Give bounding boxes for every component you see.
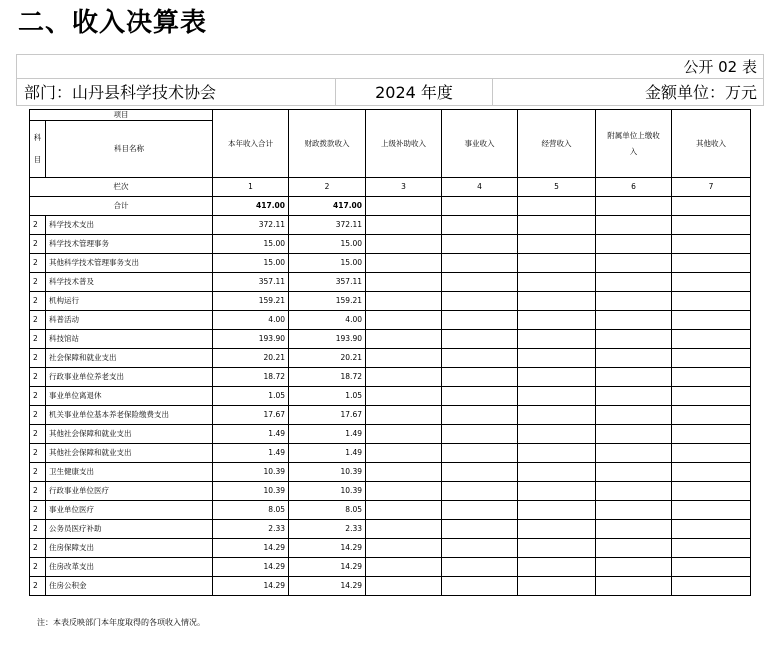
other-cell xyxy=(672,501,751,520)
table-row xyxy=(30,216,751,235)
subject-name-cell: 卫生健康支出 xyxy=(46,463,213,482)
superior-cell xyxy=(366,368,442,387)
subject-name-cell: 其他社会保障和就业支出 xyxy=(46,425,213,444)
attached-cell xyxy=(596,482,672,501)
total-empty xyxy=(366,197,442,216)
business-cell xyxy=(442,425,518,444)
subject-code-cell: 2 xyxy=(30,463,46,482)
total-cell: 17.67 xyxy=(213,406,289,425)
income-table xyxy=(29,109,751,596)
other-cell xyxy=(672,520,751,539)
subject-name-header: 科目名称 xyxy=(46,121,213,178)
unit-label: 金额单位：万元 xyxy=(644,83,757,102)
subject-name-cell: 住房保障支出 xyxy=(46,539,213,558)
total-cell: 8.05 xyxy=(213,501,289,520)
fiscal-cell: 10.39 xyxy=(289,482,366,501)
index-7: 7 xyxy=(672,178,751,197)
fiscal-cell: 4.00 xyxy=(289,311,366,330)
attached-cell xyxy=(596,387,672,406)
table-row xyxy=(30,235,751,254)
subject-name-cell: 科学技术普及 xyxy=(46,273,213,292)
col-header-fiscal: 财政拨款收入 xyxy=(289,110,366,178)
table-row xyxy=(30,558,751,577)
fiscal-cell: 14.29 xyxy=(289,577,366,596)
business-cell xyxy=(442,216,518,235)
operation-cell xyxy=(518,254,596,273)
operation-cell xyxy=(518,425,596,444)
total-empty xyxy=(672,197,751,216)
business-cell xyxy=(442,273,518,292)
subject-code-cell: 2 xyxy=(30,577,46,596)
subject-code-cell: 2 xyxy=(30,311,46,330)
index-5: 5 xyxy=(518,178,596,197)
subject-name-cell: 行政事业单位养老支出 xyxy=(46,368,213,387)
other-cell xyxy=(672,273,751,292)
total-value: 417.00 xyxy=(213,197,289,216)
table-row xyxy=(30,387,751,406)
superior-cell xyxy=(366,482,442,501)
year-label: 2024 年度 xyxy=(335,79,493,106)
total-cell: 4.00 xyxy=(213,311,289,330)
attached-cell xyxy=(596,254,672,273)
form-code: 公开 02 表 xyxy=(17,55,763,79)
superior-cell xyxy=(366,216,442,235)
attached-cell xyxy=(596,235,672,254)
fiscal-cell: 14.29 xyxy=(289,539,366,558)
table-row xyxy=(30,368,751,387)
other-cell xyxy=(672,254,751,273)
attached-cell xyxy=(596,368,672,387)
operation-cell xyxy=(518,216,596,235)
total-row xyxy=(30,197,751,216)
col-header-operation: 经营收入 xyxy=(518,110,596,178)
business-cell xyxy=(442,558,518,577)
other-cell xyxy=(672,235,751,254)
col-header-attached-line1: 附属单位上缴收 xyxy=(607,130,660,140)
index-row xyxy=(30,178,751,197)
superior-cell xyxy=(366,349,442,368)
other-cell xyxy=(672,349,751,368)
attached-cell xyxy=(596,311,672,330)
subject-name-cell: 其他科学技术管理事务支出 xyxy=(46,254,213,273)
total-cell: 15.00 xyxy=(213,235,289,254)
total-cell: 15.00 xyxy=(213,254,289,273)
table-row xyxy=(30,311,751,330)
fiscal-cell: 20.21 xyxy=(289,349,366,368)
subject-code-cell: 2 xyxy=(30,444,46,463)
superior-cell xyxy=(366,406,442,425)
other-cell xyxy=(672,558,751,577)
col-header-other: 其他收入 xyxy=(672,110,751,178)
subject-code-cell: 2 xyxy=(30,330,46,349)
total-label: 合计 xyxy=(30,197,213,216)
superior-cell xyxy=(366,425,442,444)
subject-code-cell: 2 xyxy=(30,292,46,311)
operation-cell xyxy=(518,558,596,577)
fiscal-cell: 193.90 xyxy=(289,330,366,349)
operation-cell xyxy=(518,444,596,463)
subject-name-cell: 机构运行 xyxy=(46,292,213,311)
index-2: 2 xyxy=(289,178,366,197)
fiscal-cell: 1.49 xyxy=(289,444,366,463)
superior-cell xyxy=(366,539,442,558)
other-cell xyxy=(672,216,751,235)
meta-row xyxy=(17,79,763,106)
operation-cell xyxy=(518,406,596,425)
subject-name-cell: 公务员医疗补助 xyxy=(46,520,213,539)
index-3: 3 xyxy=(366,178,442,197)
attached-cell xyxy=(596,330,672,349)
superior-cell xyxy=(366,520,442,539)
other-cell xyxy=(672,406,751,425)
operation-cell xyxy=(518,311,596,330)
business-cell xyxy=(442,368,518,387)
operation-cell xyxy=(518,482,596,501)
total-cell: 2.33 xyxy=(213,520,289,539)
fiscal-cell: 14.29 xyxy=(289,558,366,577)
subject-code-cell: 2 xyxy=(30,520,46,539)
subject-code-cell: 2 xyxy=(30,425,46,444)
total-cell: 1.49 xyxy=(213,425,289,444)
project-header: 项目 xyxy=(30,110,213,121)
attached-cell xyxy=(596,463,672,482)
fiscal-cell: 159.21 xyxy=(289,292,366,311)
operation-cell xyxy=(518,463,596,482)
total-fiscal: 417.00 xyxy=(289,197,366,216)
total-cell: 14.29 xyxy=(213,558,289,577)
total-cell: 10.39 xyxy=(213,482,289,501)
superior-cell xyxy=(366,463,442,482)
total-cell: 20.21 xyxy=(213,349,289,368)
operation-cell xyxy=(518,539,596,558)
superior-cell xyxy=(366,235,442,254)
operation-cell xyxy=(518,330,596,349)
business-cell xyxy=(442,292,518,311)
total-empty xyxy=(518,197,596,216)
subject-name-cell: 其他社会保障和就业支出 xyxy=(46,444,213,463)
col-header-attached-line2: 入 xyxy=(629,146,638,156)
attached-cell xyxy=(596,425,672,444)
attached-cell xyxy=(596,539,672,558)
department-label: 部门：山丹县科学技术协会 xyxy=(24,83,217,102)
business-cell xyxy=(442,577,518,596)
subject-name-cell: 机关事业单位基本养老保险缴费支出 xyxy=(46,406,213,425)
total-cell: 357.11 xyxy=(213,273,289,292)
total-cell: 1.05 xyxy=(213,387,289,406)
table-row xyxy=(30,520,751,539)
fiscal-cell: 357.11 xyxy=(289,273,366,292)
business-cell xyxy=(442,235,518,254)
business-cell xyxy=(442,311,518,330)
table-row xyxy=(30,482,751,501)
other-cell xyxy=(672,330,751,349)
attached-cell xyxy=(596,216,672,235)
attached-cell xyxy=(596,577,672,596)
superior-cell xyxy=(366,292,442,311)
superior-cell xyxy=(366,330,442,349)
operation-cell xyxy=(518,292,596,311)
total-cell: 193.90 xyxy=(213,330,289,349)
table-row xyxy=(30,539,751,558)
table-row xyxy=(30,577,751,596)
total-cell: 372.11 xyxy=(213,216,289,235)
business-cell xyxy=(442,387,518,406)
total-cell: 1.49 xyxy=(213,444,289,463)
operation-cell xyxy=(518,349,596,368)
operation-cell xyxy=(518,235,596,254)
index-1: 1 xyxy=(213,178,289,197)
index-6: 6 xyxy=(596,178,672,197)
superior-cell xyxy=(366,444,442,463)
subject-name-cell: 住房改革支出 xyxy=(46,558,213,577)
fiscal-cell: 17.67 xyxy=(289,406,366,425)
index-label: 栏次 xyxy=(30,178,213,197)
superior-cell xyxy=(366,577,442,596)
table-row xyxy=(30,349,751,368)
col-header-business: 事业收入 xyxy=(442,110,518,178)
fiscal-cell: 1.49 xyxy=(289,425,366,444)
attached-cell xyxy=(596,292,672,311)
subject-name-cell: 事业单位离退休 xyxy=(46,387,213,406)
attached-cell xyxy=(596,501,672,520)
index-4: 4 xyxy=(442,178,518,197)
table-row xyxy=(30,501,751,520)
attached-cell xyxy=(596,520,672,539)
operation-cell xyxy=(518,577,596,596)
business-cell xyxy=(442,463,518,482)
superior-cell xyxy=(366,387,442,406)
total-empty xyxy=(596,197,672,216)
subject-code-cell: 2 xyxy=(30,482,46,501)
business-cell xyxy=(442,539,518,558)
subject-code-cell: 2 xyxy=(30,501,46,520)
total-cell: 10.39 xyxy=(213,463,289,482)
business-cell xyxy=(442,330,518,349)
business-cell xyxy=(442,254,518,273)
table-row xyxy=(30,463,751,482)
superior-cell xyxy=(366,501,442,520)
fiscal-cell: 372.11 xyxy=(289,216,366,235)
header-row-project xyxy=(30,110,751,121)
subject-code-cell: 2 xyxy=(30,558,46,577)
attached-cell xyxy=(596,406,672,425)
other-cell xyxy=(672,539,751,558)
col-header-superior: 上级补助收入 xyxy=(366,110,442,178)
subject-code-cell: 2 xyxy=(30,539,46,558)
table-row xyxy=(30,425,751,444)
subject-code-cell: 2 xyxy=(30,235,46,254)
total-cell: 14.29 xyxy=(213,539,289,558)
subject-name-cell: 事业单位医疗 xyxy=(46,501,213,520)
subject-code-header xyxy=(30,121,46,178)
subject-code-cell: 2 xyxy=(30,273,46,292)
other-cell xyxy=(672,482,751,501)
superior-cell xyxy=(366,254,442,273)
total-cell: 159.21 xyxy=(213,292,289,311)
table-row xyxy=(30,444,751,463)
operation-cell xyxy=(518,368,596,387)
subject-code-cell: 2 xyxy=(30,368,46,387)
operation-cell xyxy=(518,387,596,406)
fiscal-cell: 10.39 xyxy=(289,463,366,482)
other-cell xyxy=(672,387,751,406)
col-header-attached xyxy=(596,110,672,178)
attached-cell xyxy=(596,273,672,292)
business-cell xyxy=(442,444,518,463)
other-cell xyxy=(672,444,751,463)
table-row xyxy=(30,254,751,273)
subject-code-cell: 2 xyxy=(30,254,46,273)
operation-cell xyxy=(518,273,596,292)
business-cell xyxy=(442,349,518,368)
total-empty xyxy=(442,197,518,216)
subject-code-cell: 2 xyxy=(30,387,46,406)
business-cell xyxy=(442,482,518,501)
subject-name-cell: 科普活动 xyxy=(46,311,213,330)
fiscal-cell: 1.05 xyxy=(289,387,366,406)
other-cell xyxy=(672,311,751,330)
page-title: 二、收入决算表 xyxy=(18,8,208,38)
other-cell xyxy=(672,425,751,444)
subject-name-cell: 科技馆站 xyxy=(46,330,213,349)
superior-cell xyxy=(366,311,442,330)
other-cell xyxy=(672,577,751,596)
total-cell: 18.72 xyxy=(213,368,289,387)
table-row xyxy=(30,406,751,425)
other-cell xyxy=(672,368,751,387)
footnote: 注：本表反映部门本年度取得的各项收入情况。 xyxy=(37,618,205,627)
subject-name-cell: 科学技术管理事务 xyxy=(46,235,213,254)
operation-cell xyxy=(518,520,596,539)
fiscal-cell: 18.72 xyxy=(289,368,366,387)
attached-cell xyxy=(596,349,672,368)
subject-code-cell: 2 xyxy=(30,349,46,368)
operation-cell xyxy=(518,501,596,520)
subject-code-bottom: 目 xyxy=(33,155,42,164)
report-meta-box xyxy=(16,54,764,106)
fiscal-cell: 15.00 xyxy=(289,235,366,254)
other-cell xyxy=(672,463,751,482)
fiscal-cell: 8.05 xyxy=(289,501,366,520)
fiscal-cell: 2.33 xyxy=(289,520,366,539)
col-header-total: 本年收入合计 xyxy=(213,110,289,178)
attached-cell xyxy=(596,558,672,577)
subject-code-top: 科 xyxy=(33,133,42,142)
subject-name-cell: 科学技术支出 xyxy=(46,216,213,235)
table-row xyxy=(30,273,751,292)
subject-name-cell: 行政事业单位医疗 xyxy=(46,482,213,501)
table-row xyxy=(30,330,751,349)
table-row xyxy=(30,292,751,311)
attached-cell xyxy=(596,444,672,463)
fiscal-cell: 15.00 xyxy=(289,254,366,273)
business-cell xyxy=(442,501,518,520)
subject-code-cell: 2 xyxy=(30,216,46,235)
business-cell xyxy=(442,406,518,425)
subject-code-cell: 2 xyxy=(30,406,46,425)
superior-cell xyxy=(366,273,442,292)
total-cell: 14.29 xyxy=(213,577,289,596)
subject-name-cell: 住房公积金 xyxy=(46,577,213,596)
other-cell xyxy=(672,292,751,311)
superior-cell xyxy=(366,558,442,577)
subject-name-cell: 社会保障和就业支出 xyxy=(46,349,213,368)
business-cell xyxy=(442,520,518,539)
data-rows xyxy=(30,216,751,596)
